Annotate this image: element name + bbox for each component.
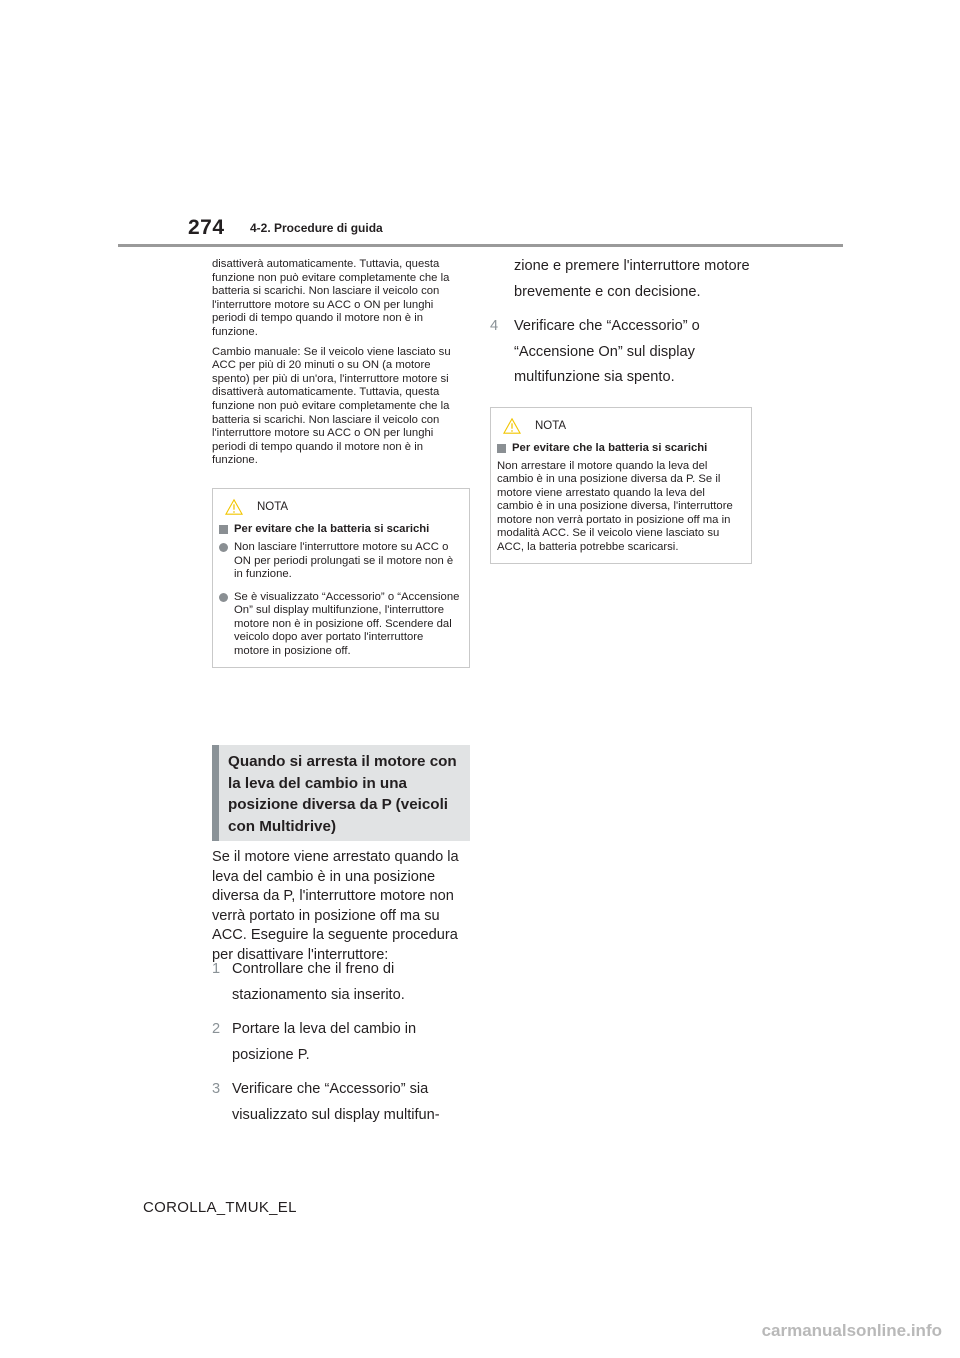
procedure-steps bbox=[212, 957, 474, 1137]
step-text: Portare la leva del cambio in posizione P. bbox=[232, 1021, 417, 1063]
nota-subheading: Per evitare che la batteria si scarichi bbox=[497, 442, 743, 454]
dot-bullet-icon bbox=[219, 543, 228, 552]
nota-header bbox=[219, 493, 461, 521]
nota-subheading: Per evitare che la batteria si scarichi bbox=[219, 523, 461, 535]
square-bullet-icon bbox=[497, 444, 506, 453]
right-column bbox=[490, 254, 752, 564]
step-item bbox=[212, 957, 474, 1008]
page-number: 274 bbox=[188, 216, 225, 239]
nota-header bbox=[497, 412, 743, 440]
step-text: Verificare che “Accessorio” o “Accensione On” sul display multifunzione sia spento. bbox=[514, 318, 700, 385]
warning-icon bbox=[503, 417, 521, 435]
step-item bbox=[212, 1017, 474, 1068]
nota-label: NOTA bbox=[257, 500, 289, 513]
manual-gearbox-paragraph: Cambio manuale: Se il veicolo viene lasciato su ACC per più di 20 minuti o su ON (a motore spento) per più di un'ora, l'interruttore motore si disattiverà automaticamente. Tuttavia, questa funzione non può evitare completamente che la batteria si scarichi. Non lasciare il veicolo con l'interruttore motore su ACC o ON per lunghi periodi di tempo quando il motore non è in funzione. bbox=[212, 345, 451, 467]
step-number: 3 bbox=[212, 1081, 221, 1097]
step-number: 2 bbox=[212, 1021, 221, 1037]
warning-icon bbox=[225, 498, 243, 516]
header-rule bbox=[118, 244, 843, 247]
nota-list-item: Non lasciare l'interruttore motore su ACC o ON per periodi prolungati se il motore non è in funzione. bbox=[219, 541, 461, 582]
step-text: Controllare che il freno di stazionamento sia inserito. bbox=[232, 961, 405, 1003]
section-heading-box bbox=[212, 745, 470, 841]
dot-bullet-icon bbox=[219, 593, 228, 602]
nota-list-item: Se è visualizzato “Accessorio” o “Accensione On” sul display multifunzione, l'interruttore motore non è in posizione off. Scendere dal veicolo dopo aver portato l'interruttore motore in posizione off. bbox=[219, 591, 461, 659]
step-number: 4 bbox=[490, 318, 499, 334]
section-title: 4-2. Procedure di guida bbox=[250, 221, 383, 235]
step-3-continuation: zione e premere l'interruttore motore brevemente e con decisione. bbox=[514, 258, 750, 300]
procedure-intro: Se il motore viene arrestato quando la leva del cambio è in una posizione diversa da P, l'interruttore motore non verrà portato in posizione off ma su ACC. Eseguire la seguente procedura per disattivare l'interruttore: bbox=[212, 849, 459, 963]
nota-label: NOTA bbox=[535, 419, 567, 432]
step-item bbox=[490, 314, 752, 391]
step-number: 1 bbox=[212, 961, 221, 977]
intro-paragraph: disattiverà automaticamente. Tuttavia, questa funzione non può evitare completamente che la batteria si scarichi. Non lasciare il veicolo con l'interruttore motore su ACC o ON per lunghi periodi di tempo quando il motore non è in funzione. bbox=[212, 258, 450, 338]
step-text: Verificare che “Accessorio” sia visualizzato sul display multifun- bbox=[232, 1081, 440, 1123]
left-column bbox=[212, 258, 470, 668]
square-bullet-icon bbox=[219, 525, 228, 534]
nota-body: Non arrestare il motore quando la leva del cambio è in una posizione diversa da P. Se il motore viene arrestato quando la leva del cambio è in una posizione diversa, l'interruttore motore non verrà portato in posizione off ma in modalità ACC. Se il veicolo viene lasciato su ACC, la batteria potrebbe scaricarsi. bbox=[497, 459, 733, 554]
watermark: carmanualsonline.info bbox=[761, 1321, 942, 1340]
nota-box-right bbox=[490, 407, 752, 564]
footer-model-code: COROLLA_TMUK_EL bbox=[143, 1199, 297, 1216]
step-item bbox=[212, 1077, 474, 1128]
nota-box-left bbox=[212, 488, 470, 668]
section-heading: Quando si arresta il motore con la leva del cambio in una posizione diversa da P (veicoli con Multidrive) bbox=[228, 753, 457, 835]
